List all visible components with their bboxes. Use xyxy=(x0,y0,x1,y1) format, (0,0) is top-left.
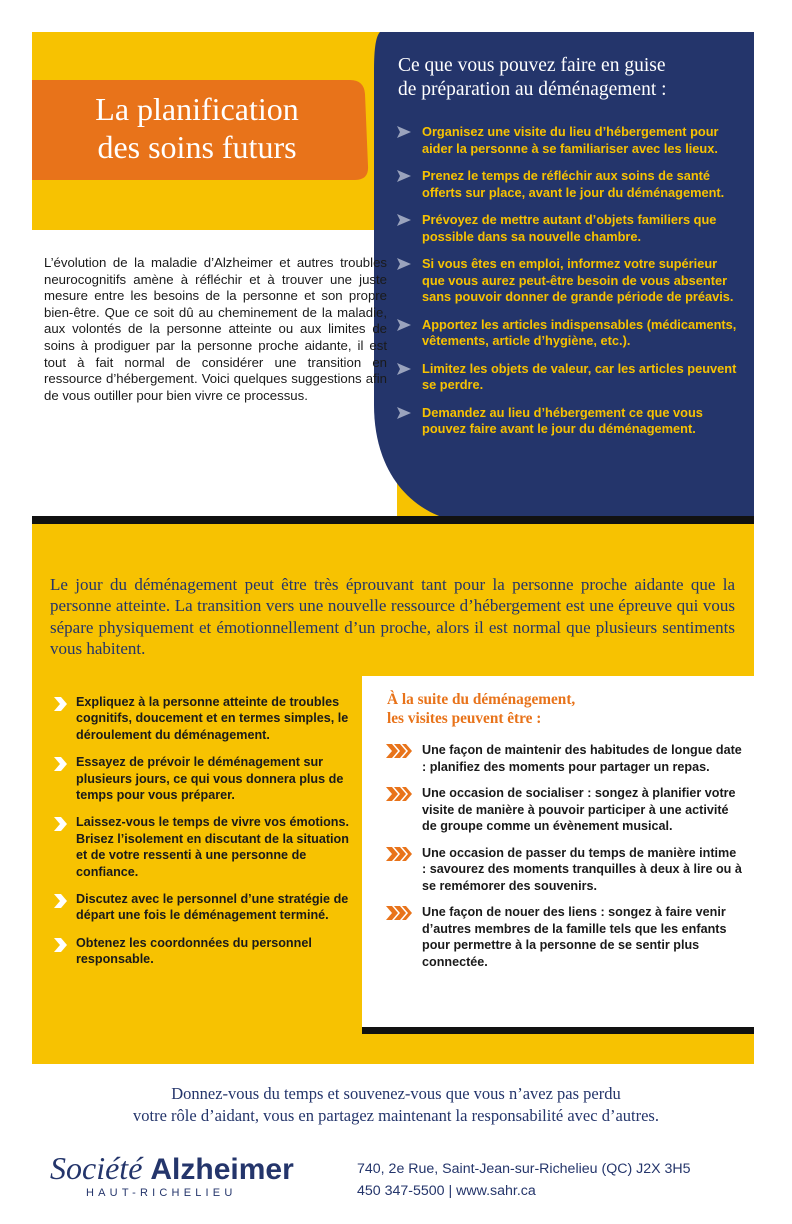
preparation-item xyxy=(396,405,741,438)
chevron-bullet-icon xyxy=(52,756,68,772)
advice-item-text: Expliquez à la personne atteinte de troubles cognitifs, doucement et en termes simples, le déroulement du déménagement. xyxy=(76,695,349,742)
moving-day-paragraph: Le jour du déménagement peut être très éprouvant tant pour la personne proche aidante que la personne atteinte. La transition vers une nouvelle ressource d’hébergement est une épreuve qui vous sépare physiquement et émotionnellement d’un proche, alors il est normal que plusieurs sentiments vous habitent. xyxy=(50,575,735,658)
arrow-bullet-icon xyxy=(396,318,412,332)
visit-item-text: Une façon de maintenir des habitudes de longue date : planifiez des moments pour partager un repas. xyxy=(422,743,742,774)
visit-item-text: Une occasion de socialiser : songez à planifier votre visite de manière à pouvoir participer à une activité de groupe comme un évènement musical. xyxy=(422,786,736,833)
preparation-heading xyxy=(398,54,738,102)
advice-item xyxy=(50,891,350,924)
preparation-item xyxy=(396,256,741,306)
arrow-bullet-icon xyxy=(396,362,412,376)
preparation-item xyxy=(396,361,741,394)
title-line-2: des soins futurs xyxy=(97,129,297,165)
visit-item xyxy=(386,904,742,970)
preparation-list xyxy=(396,124,741,449)
visit-item xyxy=(386,845,742,895)
closing-line-2: votre rôle d’aidant, vous en partagez maintenant la responsabilité avec d’autres. xyxy=(133,1105,659,1125)
chevron-bullet-icon xyxy=(52,696,68,712)
preparation-item-text: Prenez le temps de réfléchir aux soins de santé offerts sur place, avant le jour du déménagement. xyxy=(422,168,725,200)
visits-heading-line-2: les visites peuvent être : xyxy=(387,710,542,727)
intro-paragraph: L’évolution de la maladie d’Alzheimer et autres troubles neurocognitifs amène à réfléchir et à trouver une juste mesure entre les besoins de la personne et son propre bien-être. Que ce soit dû au cheminement de la maladie, aux volontés de la personne atteinte ou aux limites de soins à prodiguer par la personne proche aidante, il est tout à fait normal de considérer une transition en ressource d’hébergement. Voici quelques suggestions afin de vous outiller pour bien vivre ce processus. xyxy=(44,255,387,403)
advice-item xyxy=(50,935,350,968)
preparation-heading-line-2: de préparation au déménagement : xyxy=(398,79,667,100)
visits-list xyxy=(386,742,742,980)
logo-alzheimer: Alzheimer xyxy=(150,1153,294,1186)
visit-item xyxy=(386,742,742,775)
visits-heading-line-1: À la suite du déménagement, xyxy=(387,691,576,708)
closing-line-1: Donnez-vous du temps et souvenez-vous que vous n’avez pas perdu xyxy=(171,1084,621,1103)
logo-region: HAUT-RICHELIEU xyxy=(86,1187,237,1199)
preparation-item-text: Limitez les objets de valeur, car les articles peuvent se perdre. xyxy=(422,360,737,392)
arrow-bullet-icon xyxy=(396,406,412,420)
preparation-item-text: Si vous êtes en emploi, informez votre supérieur que vous aurez peut-être besoin de vous absenter sans pouvoir donner de grande période de préavis. xyxy=(422,256,734,304)
closing-message xyxy=(40,1083,752,1126)
visits-heading xyxy=(387,690,727,728)
double-chevron-icon xyxy=(386,787,412,801)
preparation-item xyxy=(396,317,741,350)
preparation-item xyxy=(396,168,741,201)
arrow-bullet-icon xyxy=(396,257,412,271)
advice-item xyxy=(50,694,350,743)
arrow-bullet-icon xyxy=(396,213,412,227)
preparation-item xyxy=(396,212,741,245)
arrow-bullet-icon xyxy=(396,125,412,139)
advice-item xyxy=(50,754,350,803)
double-chevron-icon xyxy=(386,744,412,758)
visit-item xyxy=(386,785,742,835)
preparation-heading-line-1: Ce que vous pouvez faire en guise xyxy=(398,55,666,76)
advice-item-text: Obtenez les coordonnées du personnel responsable. xyxy=(76,935,312,967)
chevron-bullet-icon xyxy=(52,893,68,909)
advice-list xyxy=(50,694,350,979)
visit-item-text: Une occasion de passer du temps de manière intime : savourez des moments tranquilles à deux à lire ou à se remémorer des souvenirs. xyxy=(422,845,742,893)
double-chevron-icon xyxy=(386,847,412,861)
logo xyxy=(50,1150,294,1188)
preparation-item-text: Apportez les articles indispensables (médicaments, vêtements, article d’hygiène, etc.). xyxy=(422,316,737,348)
phone-and-website[interactable]: 450 347-5500 | www.sahr.ca xyxy=(357,1182,536,1199)
contact-info xyxy=(357,1159,691,1202)
logo-societe: Société xyxy=(50,1150,143,1186)
advice-item-text: Essayez de prévoir le déménagement sur plusieurs jours, ce qui vous donnera plus de temps pour vous préparer. xyxy=(76,755,344,803)
page-title xyxy=(52,90,342,166)
title-line-1: La planification xyxy=(95,91,299,127)
preparation-item xyxy=(396,124,741,157)
arrow-bullet-icon xyxy=(396,169,412,183)
visits-box-underline xyxy=(362,1027,754,1034)
chevron-bullet-icon xyxy=(52,816,68,832)
top-section-divider xyxy=(32,516,754,524)
advice-item-text: Laissez-vous le temps de vivre vos émotions. Brisez l’isolement en discutant de la situation et de votre ressenti à une personne de confiance. xyxy=(76,815,349,879)
preparation-item-text: Organisez une visite du lieu d’hébergement pour aider la personne à se familiariser avec les lieux. xyxy=(422,124,719,156)
visit-item-text: Une façon de nouer des liens : songez à faire venir d’autres membres de la famille tels que les enfants pour permettre à la personne de se sentir plus connectée. xyxy=(422,905,727,969)
preparation-item-text: Prévoyez de mettre autant d’objets familiers que possible dans sa nouvelle chambre. xyxy=(422,212,717,244)
double-chevron-icon xyxy=(386,906,412,920)
advice-item xyxy=(50,814,350,880)
preparation-item-text: Demandez au lieu d’hébergement ce que vous pouvez faire avant le jour du déménagement. xyxy=(422,404,703,436)
advice-item-text: Discutez avec le personnel d’une stratégie de départ une fois le déménagement terminé. xyxy=(76,892,349,923)
chevron-bullet-icon xyxy=(52,937,68,953)
address: 740, 2e Rue, Saint-Jean-sur-Richelieu (QC) J2X 3H5 xyxy=(357,1161,691,1177)
